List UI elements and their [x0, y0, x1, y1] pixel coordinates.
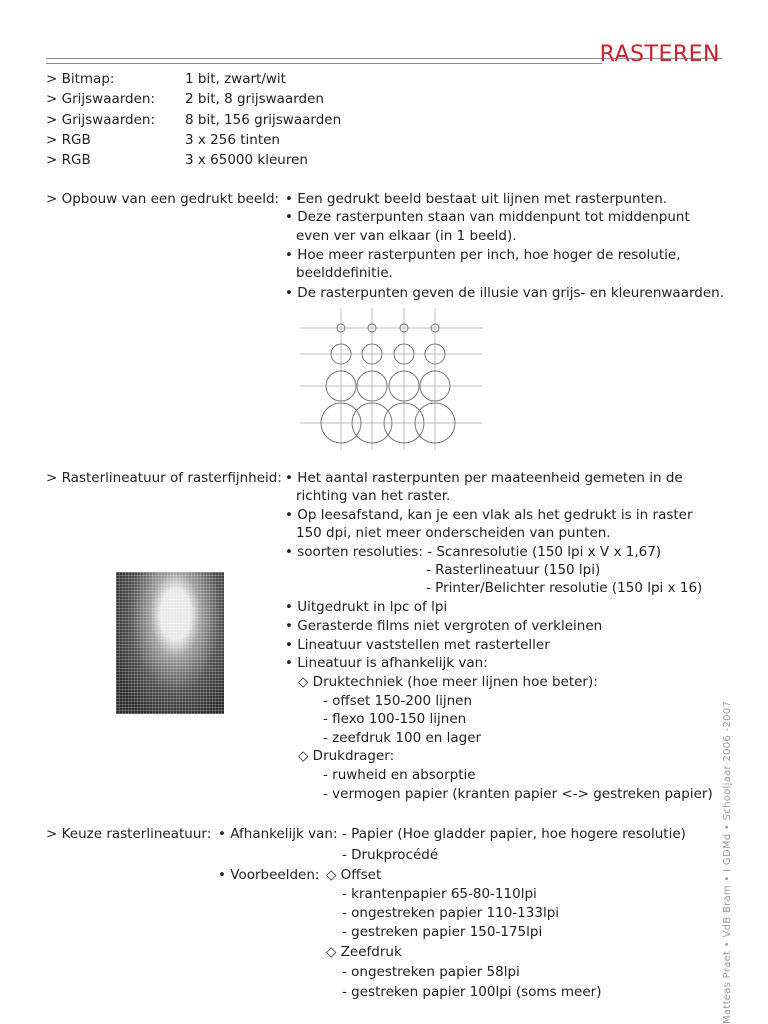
bullet-line: - gestreken papier 100lpi (soms meer)	[342, 984, 602, 1000]
bitdepth-value: 2 bit, 8 grijswaarden	[185, 91, 324, 107]
bitdepth-label: > RGB	[46, 132, 91, 148]
section-heading: > Keuze rasterlineatuur:	[46, 826, 212, 842]
bullet-line: richting van het raster.	[296, 488, 451, 504]
bullet-line: • Een gedrukt beeld bestaat uit lijnen met rasterpunten.	[285, 191, 668, 207]
section-heading: > Rasterlineatuur of rasterfijnheid:	[46, 470, 282, 486]
side-credit: Matteas Praet • VdB Bram • I GDMd • Schooljaar 2006 -2007	[722, 700, 733, 1024]
bitdepth-value: 1 bit, zwart/wit	[185, 71, 286, 87]
section-heading: > Opbouw van een gedrukt beeld:	[46, 191, 280, 207]
bullet-line: even ver van elkaar (in 1 beeld).	[296, 228, 517, 244]
bullet-line: ◇ Drukdrager:	[298, 748, 395, 764]
bullet-line: 150 dpi, niet meer onderscheiden van punten.	[296, 525, 611, 541]
bullet-line: - Papier (Hoe gladder papier, hoe hogere resolutie)	[342, 826, 686, 842]
page-title: RASTEREN	[599, 42, 720, 67]
bullet-line: ◇ Offset	[326, 867, 382, 883]
bullet-line: • Uitgedrukt in lpc of lpi	[285, 599, 448, 615]
bitdepth-label: > Grijswaarden:	[46, 112, 156, 128]
bullet-line: ◇ Druktechniek (hoe meer lijnen hoe beter):	[298, 674, 598, 690]
bullet-line: - Drukprocédé	[342, 847, 439, 863]
bullet-line: - gestreken papier 150-175lpi	[342, 924, 543, 940]
bitdepth-value: 3 x 256 tinten	[185, 132, 280, 148]
bitdepth-value: 3 x 65000 kleuren	[185, 152, 308, 168]
bullet-line: ◇ Zeefdruk	[326, 944, 402, 960]
bullet-line: • Afhankelijk van:	[218, 826, 338, 842]
bullet-line: • Gerasterde films niet vergroten of verkleinen	[285, 618, 603, 634]
bullet-line: • Lineatuur vaststellen met rasterteller	[285, 637, 550, 653]
bullet-line: - ongestreken papier 110-133lpi	[342, 905, 560, 921]
bitdepth-label: > Grijswaarden:	[46, 91, 156, 107]
bitdepth-label: > Bitmap:	[46, 71, 115, 87]
bullet-line: • Voorbeelden:	[218, 867, 320, 883]
bullet-line: - Printer/Belichter resolutie (150 lpi x 16)	[426, 580, 703, 596]
bitdepth-value: 8 bit, 156 grijswaarden	[185, 112, 342, 128]
bullet-line: - offset 150-200 lijnen	[323, 693, 473, 709]
bullet-line: beelddefinitie.	[296, 265, 393, 281]
bullet-line: • soorten resoluties: - Scanresolutie (150 lpi x V x 1,67)	[285, 544, 662, 560]
bullet-line: - ruwheid en absorptie	[323, 767, 476, 783]
bullet-line: - ongestreken papier 58lpi	[342, 964, 520, 980]
halftone-photo	[116, 572, 224, 714]
bullet-line: • Deze rasterpunten staan van middenpunt tot middenpunt	[285, 209, 690, 225]
bullet-line: • Op leesafstand, kan je een vlak als het gedrukt is in raster	[285, 507, 693, 523]
bullet-line: • Hoe meer rasterpunten per inch, hoe hoger de resolutie,	[285, 247, 681, 263]
bitdepth-label: > RGB	[46, 152, 91, 168]
bullet-line: • Lineatuur is afhankelijk van:	[285, 655, 488, 671]
header-rule-bottom	[46, 63, 602, 64]
bullet-line: - Rasterlineatuur (150 lpi)	[426, 562, 601, 578]
bullet-line: • Het aantal rasterpunten per maateenheid gemeten in de	[285, 470, 683, 486]
bullet-line: - flexo 100-150 lijnen	[323, 711, 467, 727]
bullet-line: - vermogen papier (kranten papier <-> gestreken papier)	[323, 786, 713, 802]
bullet-line: - zeefdruk 100 en lager	[323, 730, 482, 746]
raster-dot-diagram	[300, 308, 482, 450]
bullet-line: • De rasterpunten geven de illusie van grijs- en kleurenwaarden.	[285, 285, 725, 301]
bullet-line: - krantenpapier 65-80-110lpi	[342, 886, 537, 902]
